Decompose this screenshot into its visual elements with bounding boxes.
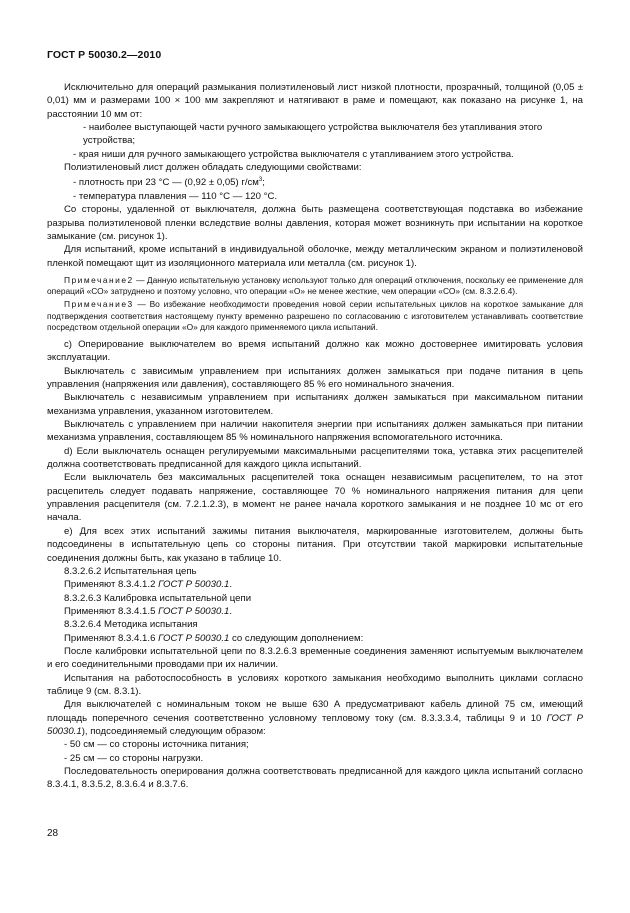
- paragraph: Полиэтиленовый лист должен обладать следующими свойствами:: [64, 162, 362, 174]
- paragraph: с) Оперирование выключателем во время испытаний должно как можно достовернее имитировать условия эксплуатации.: [47, 339, 583, 364]
- page-body: [47, 81, 583, 792]
- paragraph: Испытания на работоспособность в условиях короткого замыкания необходимо выполнить циклами согласно таблице 9 (см. 8.3.1).: [47, 672, 583, 697]
- paragraph: Для испытаний, кроме испытаний в индивидуальной оболочке, между металлическим экраном и полиэтиленовой пленкой помещают щит из изоляционного материала или металла (см. рисунок 1).: [47, 244, 583, 269]
- paragraph: Исключительно для операций размыкания полиэтиленовый лист низкой плотности, прозрачный, толщиной (0,05 ± 0,01) мм и размерами 100 × 100 мм закрепляют и натягивают в раме и помещают, как показано на рисунке 1, на расстоянии 10 мм от:: [47, 82, 583, 120]
- paragraph: d) Если выключатель оснащен регулируемыми максимальными расцепителями тока, уставка этих расцепителей должна соответствовать предписанной для каждого цикла испытаний.: [47, 445, 583, 471]
- list-item: - температура плавления — 110 °С — 120 °С.: [73, 190, 278, 202]
- paragraph: После калибровки испытательной цепи по 8.3.2.6.3 временные соединения заменяют испытуемым выключателем и его соединительными проводами при их наличии.: [47, 645, 583, 671]
- page-number: 28: [47, 828, 59, 839]
- note-2: Примечание2 — Данную испытательную установку используют только для операций отключения, поскольку ее применение для операций «СО» затруднено и поэтому условно, что операции «О» не менее жесткие, чем операции «СО» (см. 8.3.2.6.4).: [47, 275, 583, 297]
- section-heading: 8.3.2.6.3 Калибровка испытательной цепи: [64, 592, 252, 604]
- section-heading: 8.3.2.6.2 Испытательная цепь: [64, 565, 197, 577]
- paragraph: Применяют 8.3.4.1.2 ГОСТ Р 50030.1.: [64, 579, 232, 591]
- document-header: ГОСТ Р 50030.2—2010: [47, 49, 162, 61]
- paragraph: Выключатель с независимым управлением при испытаниях должен замыкаться при максимальном питании механизма управления, указанном изготовителем.: [47, 392, 583, 417]
- list-item: - 50 см — со стороны источника питания;: [64, 739, 249, 751]
- paragraph: Применяют 8.3.4.1.6 ГОСТ Р 50030.1 со следующим дополнением:: [64, 632, 364, 644]
- section-heading: 8.3.2.6.4 Методика испытания: [64, 619, 198, 631]
- list-item: - плотность при 23 °С — (0,92 ± 0,05) $г/см^3$;: [73, 177, 265, 189]
- paragraph: Со стороны, удаленной от выключателя, должна быть размещена соответствующая подставка во избежание разрыва полиэтиленовой пленки вследствие волны давления, которая может возникнуть при испытании на короткое замыкание (см. рисунок 1).: [47, 204, 583, 242]
- paragraph: Выключатель с управлением при наличии накопителя энергии при испытаниях должен замыкаться при питании механизма управления, составляющем 85 % номинального напряжения вспомогательного источника.: [47, 419, 583, 444]
- list-item: - наиболее выступающей части ручного замыкающего устройства выключателя без утапливания этого устройства;: [83, 122, 543, 147]
- list-item: - 25 см — со стороны нагрузки.: [64, 752, 204, 764]
- paragraph: Если выключатель без максимальных расцепителей тока оснащен независимым расцепителем, то на этот расцепитель следует подавать напряжение, составляющее 70 % номинального напряжения питания для цепи управления расцепителя (см. 7.2.1.2.3), в момент не ранее начала короткого замыкания и не позднее 10 мс от его начала.: [47, 472, 583, 524]
- paragraph: Последовательность оперирования должна соответствовать предписанной для каждого цикла испытаний согласно 8.3.4.1, 8.3.5.2, 8.3.6.4 и 8.3.7.6.: [47, 766, 583, 791]
- note-3: Примечание3 — Во избежание необходимости проведения новой серии испытательных циклов на короткое замыкание для подтверждения соответствия настоящему пункту временно разрешено по согласованию с изготовителем устанавливать соответствие посредством отдельной операции «О» для каждого применяемого цикла испытаний.: [47, 299, 583, 332]
- paragraph: Применяют 8.3.4.1.5 ГОСТ Р 50030.1.: [64, 605, 232, 617]
- paragraph: Для выключателей с номинальным током не выше 630 А предусматривают кабель длиной 75 см, имеющий площадь поперечного сечения соответственно условному тепловому току (см. 8.3.3.3.4, таблицы 9 и 10 ГОСТ Р 50030.1), подсоединяемый следующим образом:: [47, 699, 584, 737]
- list-item: - края ниши для ручного замыкающего устройства выключателя с утапливанием этого устройства.: [73, 148, 514, 160]
- paragraph: е) Для всех этих испытаний зажимы питания выключателя, маркированные изготовителем, должны быть подсоединены в испытательную цепь со стороны питания. При отсутствии такой маркировки испытательные соединения должны быть, как указано в таблице 10.: [47, 525, 583, 564]
- paragraph: Выключатель с зависимым управлением при испытаниях должен замыкаться при подаче питания в цепь управления (напряжения или давления), составляющего 85 % его номинального значения.: [47, 365, 583, 391]
